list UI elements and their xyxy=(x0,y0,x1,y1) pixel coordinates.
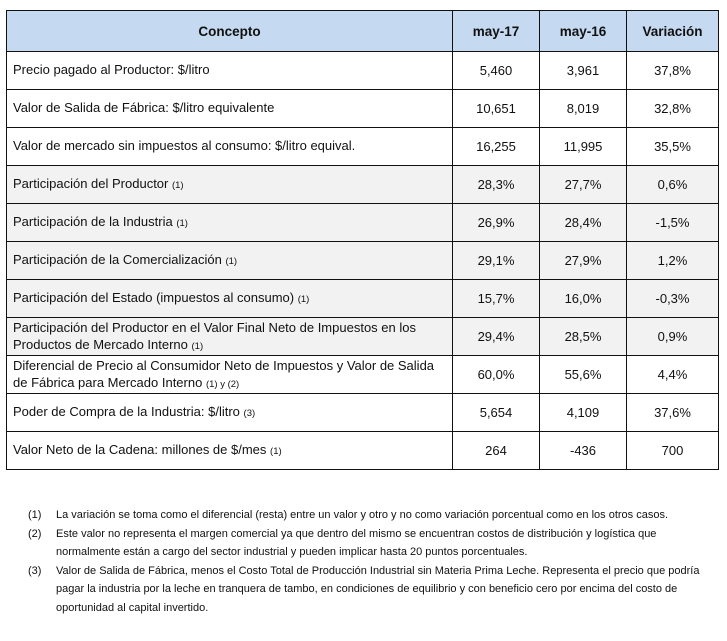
may17-cell: 5,654 xyxy=(453,394,540,432)
price-table xyxy=(6,10,719,470)
may17-cell: 26,9% xyxy=(453,204,540,242)
concept-cell: Participación del Estado (impuestos al consumo) (1) xyxy=(7,280,453,318)
concept-cell: Participación de la Comercialización (1) xyxy=(7,242,453,280)
table-row xyxy=(7,242,719,280)
table-header-row xyxy=(7,11,719,52)
concept-cell: Diferencial de Precio al Consumidor Neto de Impuestos y Valor de Salida de Fábrica para Mercado Interno (1) y (2) xyxy=(7,356,453,394)
concept-cell: Valor de Salida de Fábrica: $/litro equivalente xyxy=(7,90,453,128)
may16-cell: 11,995 xyxy=(540,128,627,166)
variation-cell: 4,4% xyxy=(627,356,719,394)
footnote-number: (1) xyxy=(28,509,42,521)
may16-cell: 3,961 xyxy=(540,52,627,90)
footnote-number: (2) xyxy=(28,527,42,540)
table-row xyxy=(7,394,719,432)
table-body xyxy=(7,52,719,470)
footnote-text: Valor de Salida de Fábrica, menos el Costo Total de Producción Industrial sin Materia Prima Leche. Representa el precio que podría pagar la industria por la leche en tranquera de tambo, en condiciones de equilibrio y con beneficio cero por encima del costo de oportunidad al capital invertido. xyxy=(56,564,700,614)
may17-cell: 60,0% xyxy=(453,356,540,394)
variation-cell: 35,5% xyxy=(627,128,719,166)
concept-cell: Participación del Productor (1) xyxy=(7,166,453,204)
concept-cell: Precio pagado al Productor: $/litro xyxy=(7,52,453,90)
concept-cell: Poder de Compra de la Industria: $/litro (3) xyxy=(7,394,453,432)
may16-cell: 27,9% xyxy=(540,242,627,280)
header-may17: may-17 xyxy=(453,11,540,52)
table-row xyxy=(7,52,719,90)
variation-cell: 0,6% xyxy=(627,166,719,204)
concept-cell: Valor Neto de la Cadena: millones de $/mes (1) xyxy=(7,432,453,470)
variation-cell: 1,2% xyxy=(627,242,719,280)
variation-cell: -0,3% xyxy=(627,280,719,318)
footnote-text: La variación se toma como el diferencial (resta) entre un valor y otro y no como variación porcentual como en los otros casos. xyxy=(56,509,669,521)
variation-cell: 700 xyxy=(627,432,719,470)
may17-cell: 10,651 xyxy=(453,90,540,128)
variation-cell: 37,6% xyxy=(627,394,719,432)
table-row xyxy=(7,166,719,204)
header-may16: may-16 xyxy=(540,11,627,52)
footnote xyxy=(28,506,718,525)
table-row xyxy=(7,318,719,356)
may17-cell: 264 xyxy=(453,432,540,470)
concept-cell: Participación del Productor en el Valor Final Neto de Impuestos en los Productos de Mercado Interno (1) xyxy=(7,318,453,356)
concept-cell: Valor de mercado sin impuestos al consumo: $/litro equival. xyxy=(7,128,453,166)
may17-cell: 15,7% xyxy=(453,280,540,318)
may16-cell: 8,019 xyxy=(540,90,627,128)
may17-cell: 28,3% xyxy=(453,166,540,204)
may16-cell: 16,0% xyxy=(540,280,627,318)
may16-cell: 4,109 xyxy=(540,394,627,432)
concept-cell: Participación de la Industria (1) xyxy=(7,204,453,242)
footnote-number: (3) xyxy=(28,564,42,577)
may17-cell: 16,255 xyxy=(453,128,540,166)
variation-cell: 32,8% xyxy=(627,90,719,128)
may17-cell: 5,460 xyxy=(453,52,540,90)
table-row xyxy=(7,128,719,166)
footnotes xyxy=(28,506,718,617)
may17-cell: 29,1% xyxy=(453,242,540,280)
header-concept: Concepto xyxy=(7,11,453,52)
may17-cell: 29,4% xyxy=(453,318,540,356)
table-row xyxy=(7,432,719,470)
may16-cell: 28,5% xyxy=(540,318,627,356)
footnote-text: Este valor no representa el margen comercial ya que dentro del mismo se encuentran costos de distribución y logística que normalmente están a cargo del sector industrial y pueden implicar hasta 20 puntos porcentuales. xyxy=(56,527,657,558)
may16-cell: 28,4% xyxy=(540,204,627,242)
table-row xyxy=(7,204,719,242)
footnote xyxy=(28,562,718,618)
table-row xyxy=(7,280,719,318)
table-row xyxy=(7,90,719,128)
variation-cell: 37,8% xyxy=(627,52,719,90)
price-table-container xyxy=(6,10,718,470)
footnote xyxy=(28,525,718,562)
variation-cell: 0,9% xyxy=(627,318,719,356)
header-variation: Variación xyxy=(627,11,719,52)
may16-cell: 55,6% xyxy=(540,356,627,394)
may16-cell: -436 xyxy=(540,432,627,470)
table-row xyxy=(7,356,719,394)
may16-cell: 27,7% xyxy=(540,166,627,204)
variation-cell: -1,5% xyxy=(627,204,719,242)
